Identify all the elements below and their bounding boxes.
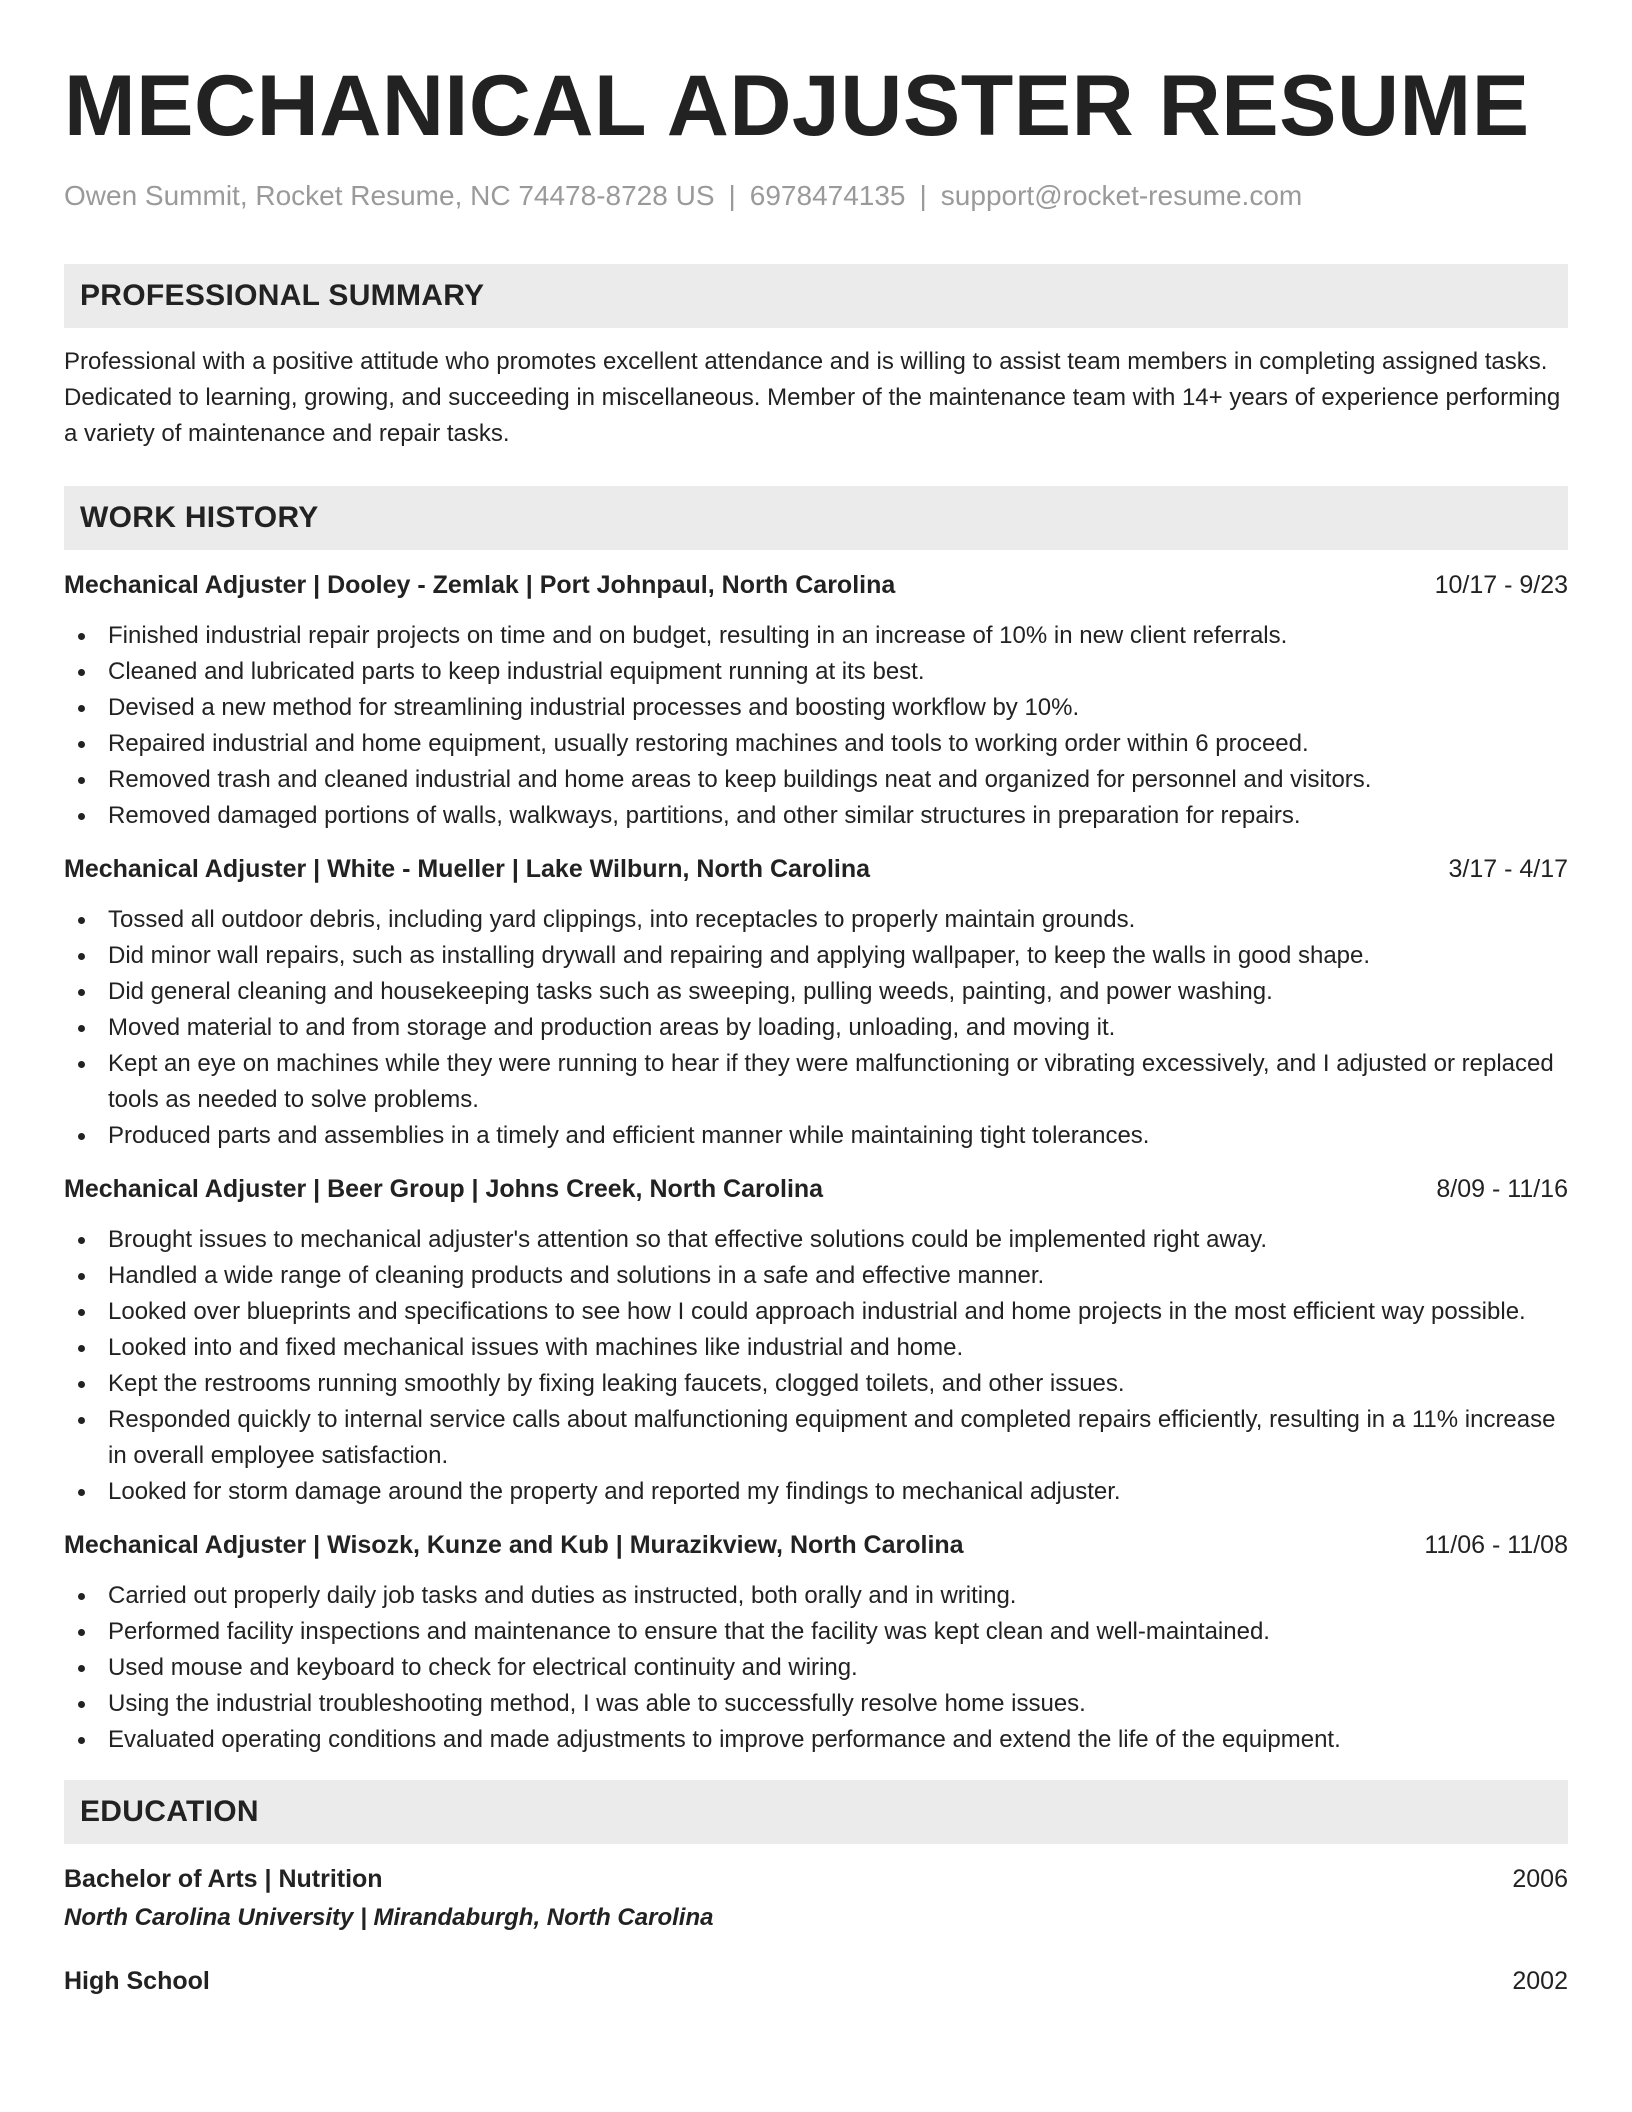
list-item xyxy=(64,1650,1568,1686)
job-header xyxy=(64,1528,1568,1562)
job-header xyxy=(64,852,1568,886)
list-item-text: Performed facility inspections and maintenance to ensure that the facility was kept clean and well-maintained. xyxy=(108,1618,1270,1645)
bullet-icon xyxy=(78,1737,85,1744)
contact-email: support@rocket-resume.com xyxy=(940,180,1303,211)
job-dates: 3/17 - 4/17 xyxy=(1448,855,1568,883)
bullet-icon xyxy=(78,989,85,996)
list-item-text: Moved material to and from storage and production areas by loading, unloading, and moving it. xyxy=(108,1014,1116,1041)
list-item xyxy=(64,1118,1568,1154)
bullet-icon xyxy=(78,1273,85,1280)
list-item-text: Kept the restrooms running smoothly by fixing leaking faucets, clogged toilets, and other issues. xyxy=(108,1370,1125,1397)
list-item xyxy=(64,974,1568,1010)
bullet-icon xyxy=(78,953,85,960)
list-item xyxy=(64,1578,1568,1614)
bullet-icon xyxy=(78,1381,85,1388)
bullet-icon xyxy=(78,777,85,784)
list-item-text: Tossed all outdoor debris, including yard clippings, into receptacles to properly maintain grounds. xyxy=(108,906,1136,933)
job-header xyxy=(64,568,1568,602)
bullet-icon xyxy=(78,1629,85,1636)
list-item xyxy=(64,1294,1568,1330)
job-bullet-list xyxy=(64,618,1568,834)
list-item xyxy=(64,1046,1568,1118)
list-item-text: Repaired industrial and home equipment, usually restoring machines and tools to working order within 6 proceed. xyxy=(108,730,1309,757)
list-item xyxy=(64,1330,1568,1366)
list-item xyxy=(64,690,1568,726)
list-item-text: Carried out properly daily job tasks and duties as instructed, both orally and in writing. xyxy=(108,1582,1017,1609)
bullet-icon xyxy=(78,813,85,820)
job-entry xyxy=(64,1172,1568,1510)
list-item-text: Handled a wide range of cleaning products and solutions in a safe and effective manner. xyxy=(108,1262,1045,1289)
job-bullet-list xyxy=(64,1222,1568,1510)
resume-title: MECHANICAL ADJUSTER RESUME xyxy=(64,58,1530,154)
list-item-text: Cleaned and lubricated parts to keep industrial equipment running at its best. xyxy=(108,658,925,685)
education-year: 2002 xyxy=(1512,1967,1568,1995)
contact-separator: | xyxy=(728,180,736,211)
job-title: Mechanical Adjuster | Dooley - Zemlak | Port Johnpaul, North Carolina xyxy=(64,571,896,599)
bullet-icon xyxy=(78,1237,85,1244)
bullet-icon xyxy=(78,1061,85,1068)
list-item-text: Removed trash and cleaned industrial and home areas to keep buildings neat and organized for personnel and visitors. xyxy=(108,766,1372,793)
job-dates: 10/17 - 9/23 xyxy=(1434,571,1568,599)
job-entry xyxy=(64,568,1568,834)
list-item xyxy=(64,798,1568,834)
list-item xyxy=(64,1686,1568,1722)
job-dates: 11/06 - 11/08 xyxy=(1424,1531,1568,1559)
list-item xyxy=(64,1402,1568,1474)
bullet-icon xyxy=(78,1489,85,1496)
list-item-text: Devised a new method for streamlining industrial processes and boosting workflow by 10%. xyxy=(108,694,1080,721)
list-item-text: Responded quickly to internal service calls about malfunctioning equipment and completed repairs efficiently, resulting in a 11% increase in overall employee satisfaction. xyxy=(108,1406,1556,1469)
job-title: Mechanical Adjuster | Wisozk, Kunze and Kub | Murazikview, North Carolina xyxy=(64,1531,964,1559)
education-header xyxy=(64,1862,1568,1896)
list-item-text: Finished industrial repair projects on time and on budget, resulting in an increase of 10% in new client referrals. xyxy=(108,622,1288,649)
list-item xyxy=(64,1010,1568,1046)
summary-text: Professional with a positive attitude who promotes excellent attendance and is willing to assist team members in completing assigned tasks. Dedicated to learning, growing, and succeeding in miscellaneous. Member of the maintenance team with 14+ years of experience performing a variety of maintenance and repair tasks. xyxy=(64,348,1561,447)
list-item xyxy=(64,938,1568,974)
list-item-text: Used mouse and keyboard to check for electrical continuity and wiring. xyxy=(108,1654,858,1681)
job-title: Mechanical Adjuster | White - Mueller | Lake Wilburn, North Carolina xyxy=(64,855,871,883)
contact-separator: | xyxy=(919,180,927,211)
bullet-icon xyxy=(78,705,85,712)
list-item xyxy=(64,618,1568,654)
list-item-text: Looked into and fixed mechanical issues with machines like industrial and home. xyxy=(108,1334,964,1361)
list-item-text: Kept an eye on machines while they were running to hear if they were malfunctioning or vibrating excessively, and I adjusted or replaced tools as needed to solve problems. xyxy=(108,1050,1554,1113)
list-item xyxy=(64,654,1568,690)
list-item-text: Did general cleaning and housekeeping tasks such as sweeping, pulling weeds, painting, and power washing. xyxy=(108,978,1273,1005)
contact-phone: 6978474135 xyxy=(749,180,906,211)
bullet-icon xyxy=(78,633,85,640)
list-item xyxy=(64,726,1568,762)
education-header xyxy=(64,1964,1568,1998)
list-item-text: Did minor wall repairs, such as installing drywall and repairing and applying wallpaper, to keep the walls in good shape. xyxy=(108,942,1371,969)
list-item xyxy=(64,1614,1568,1650)
bullet-icon xyxy=(78,1665,85,1672)
list-item-text: Looked for storm damage around the property and reported my findings to mechanical adjuster. xyxy=(108,1478,1121,1505)
bullet-icon xyxy=(78,1701,85,1708)
bullet-icon xyxy=(78,917,85,924)
job-header xyxy=(64,1172,1568,1206)
list-item-text: Brought issues to mechanical adjuster's attention so that effective solutions could be implemented right away. xyxy=(108,1226,1268,1253)
education-year: 2006 xyxy=(1512,1865,1568,1893)
job-dates: 8/09 - 11/16 xyxy=(1436,1175,1568,1203)
list-item-text: Using the industrial troubleshooting method, I was able to successfully resolve home issues. xyxy=(108,1690,1086,1717)
list-item xyxy=(64,1222,1568,1258)
section-header-summary: PROFESSIONAL SUMMARY xyxy=(64,264,1568,328)
contact-address: Owen Summit, Rocket Resume, NC 74478-8728 US xyxy=(64,180,715,211)
education-entry xyxy=(64,1862,1568,1936)
job-bullet-list xyxy=(64,902,1568,1154)
list-item xyxy=(64,902,1568,938)
list-item-text: Evaluated operating conditions and made adjustments to improve performance and extend the life of the equipment. xyxy=(108,1726,1341,1753)
list-item xyxy=(64,1474,1568,1510)
list-item xyxy=(64,762,1568,798)
list-item-text: Produced parts and assemblies in a timely and efficient manner while maintaining tight tolerances. xyxy=(108,1122,1150,1149)
list-item xyxy=(64,1258,1568,1294)
bullet-icon xyxy=(78,1133,85,1140)
education-entry xyxy=(64,1964,1568,1998)
bullet-icon xyxy=(78,1025,85,1032)
bullet-icon xyxy=(78,1345,85,1352)
list-item xyxy=(64,1366,1568,1402)
list-item-text: Removed damaged portions of walls, walkways, partitions, and other similar structures in preparation for repairs. xyxy=(108,802,1301,829)
bullet-icon xyxy=(78,669,85,676)
section-header-education: EDUCATION xyxy=(64,1780,1568,1844)
bullet-icon xyxy=(78,1593,85,1600)
bullet-icon xyxy=(78,1309,85,1316)
bullet-icon xyxy=(78,1417,85,1424)
education-degree: High School xyxy=(64,1967,210,1995)
list-item xyxy=(64,1722,1568,1758)
job-title: Mechanical Adjuster | Beer Group | Johns Creek, North Carolina xyxy=(64,1175,824,1203)
bullet-icon xyxy=(78,741,85,748)
job-entry xyxy=(64,852,1568,1154)
section-header-work-history: WORK HISTORY xyxy=(64,486,1568,550)
job-entry xyxy=(64,1528,1568,1758)
education-degree: Bachelor of Arts | Nutrition xyxy=(64,1865,383,1893)
job-bullet-list xyxy=(64,1578,1568,1758)
list-item-text: Looked over blueprints and specifications to see how I could approach industrial and home projects in the most efficient way possible. xyxy=(108,1298,1526,1325)
contact-line xyxy=(64,178,1568,214)
education-school: North Carolina University | Mirandaburgh, North Carolina xyxy=(64,1904,714,1931)
